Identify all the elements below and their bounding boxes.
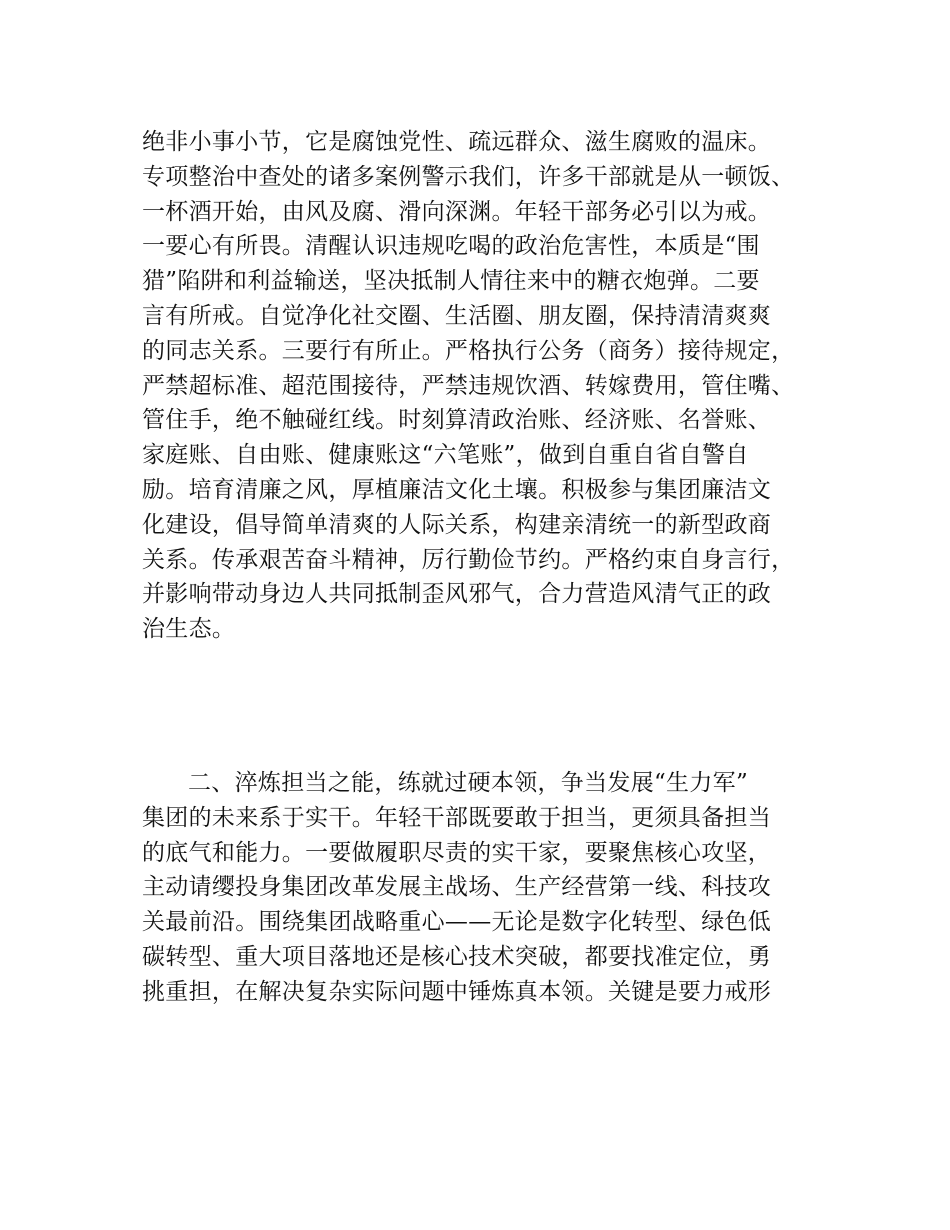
section-heading-line: 二、淬炼担当之能，练就过硬本领，争当发展“生力军” [188, 770, 749, 796]
text-line: 化建设，倡导简单清爽的人际关系，构建亲清统一的新型政商 [142, 511, 772, 538]
text-line: 猎”陷阱和利益输送，坚决抵制人情往来中的糖衣炮弹。二要 [142, 268, 760, 295]
paragraph-2 [142, 766, 822, 1010]
text-line: 严禁超标准、超范围接待，严禁违规饮酒、转嫁费用，管住嘴、 [142, 372, 795, 399]
text-line: 一杯酒开始，由风及腐、滑向深渊。年轻干部务必引以为戒。 [142, 198, 772, 225]
text-line: 碳转型、重大项目落地还是核心技术突破，都要找准定位，勇 [142, 943, 772, 970]
text-line: 绝非小事小节，它是腐蚀党性、疏远群众、滋生腐败的温床。 [142, 129, 772, 155]
text-line: 言有所戒。自觉净化社交圈、生活圈、朋友圈，保持清清爽爽 [142, 302, 772, 329]
text-line: 专项整治中查处的诸多案例警示我们，许多干部就是从一顿饭、 [142, 163, 795, 190]
paragraph-1 [142, 125, 822, 647]
text-line: 挑重担，在解决复杂实际问题中锤炼真本领。关键是要力戒形 [142, 978, 772, 1005]
text-line: 集团的未来系于实干。年轻干部既要敢于担当，更须具备担当 [142, 804, 772, 831]
text-line: 一要心有所畏。清醒认识违规吃喝的政治危害性，本质是“围 [142, 233, 760, 260]
text-line: 关最前沿。围绕集团战略重心——无论是数字化转型、绿色低 [142, 909, 772, 936]
text-line: 治生态。 [142, 616, 236, 643]
text-line: 并影响带动身边人共同抵制歪风邪气，合力营造风清气正的政 [142, 581, 772, 608]
text-line: 的底气和能力。一要做履职尽责的实干家，要聚焦核心攻坚， [142, 839, 772, 866]
text-line: 家庭账、自由账、健康账这“六笔账”，做到自重自省自警自 [142, 442, 749, 469]
text-line: 主动请缨投身集团改革发展主战场、生产经营第一线、科技攻 [142, 874, 772, 901]
text-line: 管住手，绝不触碰红线。时刻算清政治账、经济账、名誉账、 [142, 407, 772, 434]
text-line: 励。培育清廉之风，厚植廉洁文化土壤。积极参与集团廉洁文 [142, 476, 772, 503]
text-line: 的同志关系。三要行有所止。严格执行公务（商务）接待规定， [142, 337, 795, 364]
text-line: 关系。传承艰苦奋斗精神，厉行勤俭节约。严格约束自身言行， [142, 546, 795, 573]
